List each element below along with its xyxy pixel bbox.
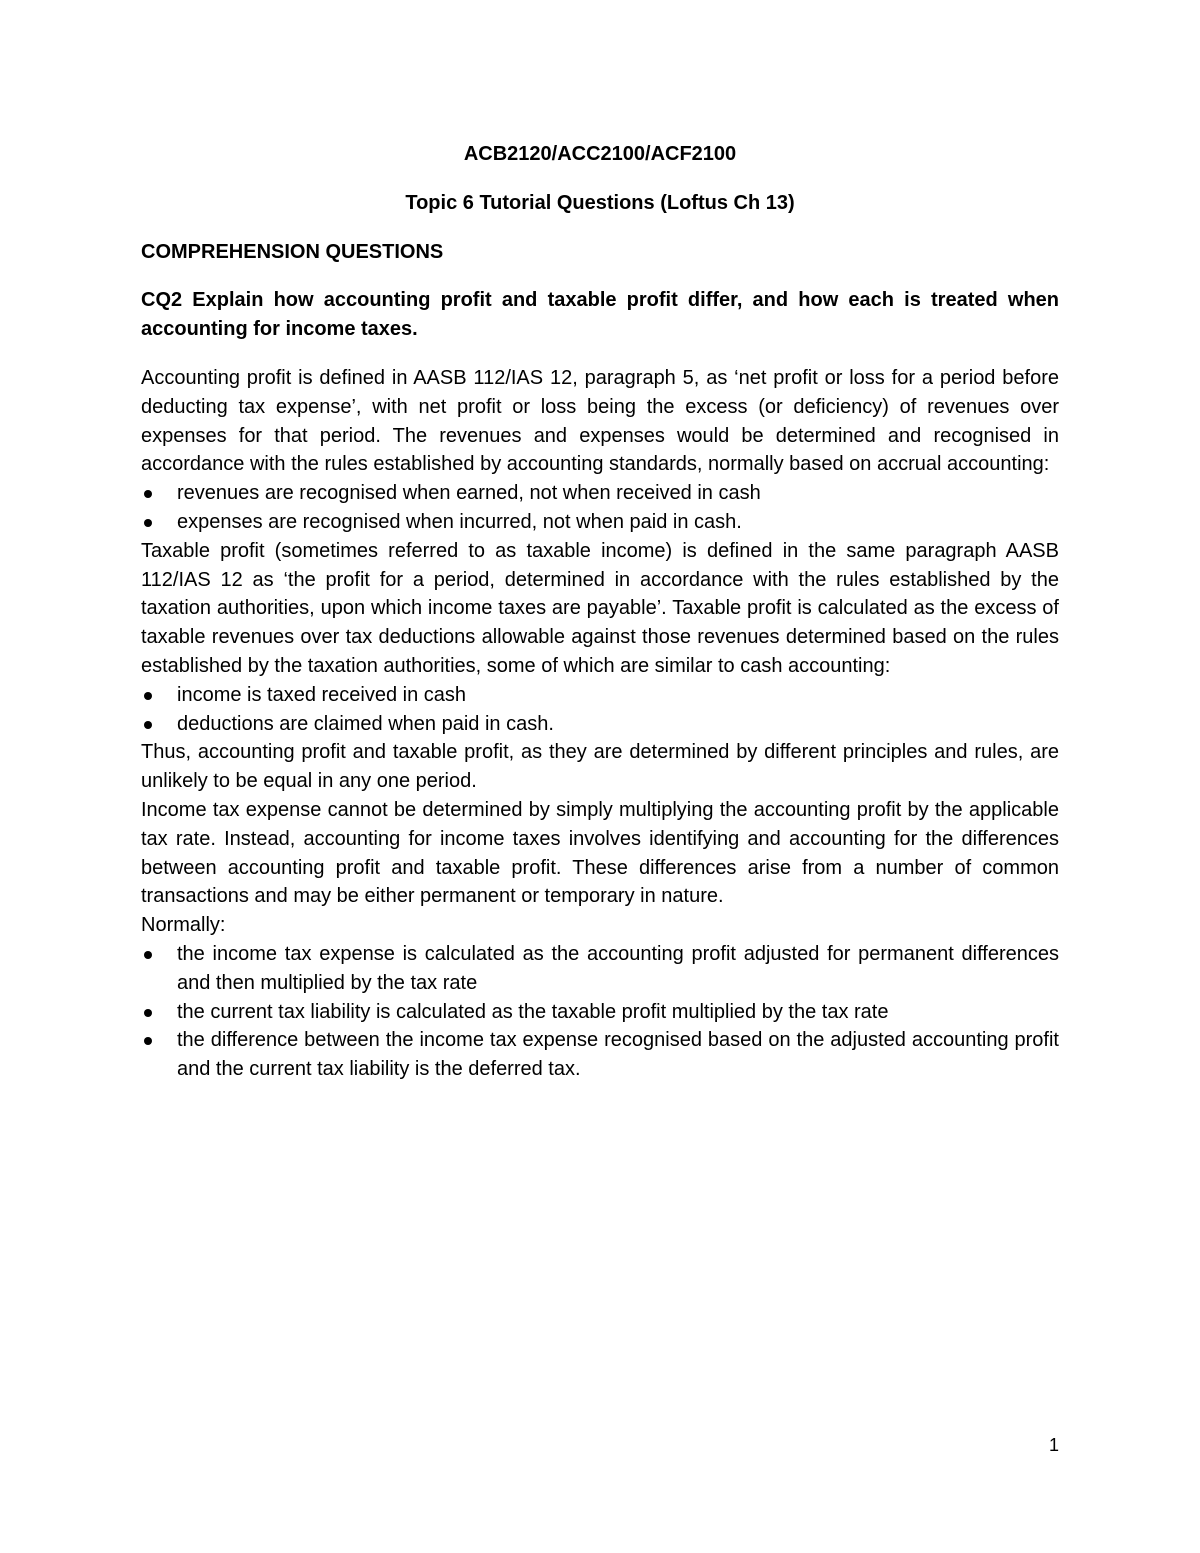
question-cq2: CQ2 Explain how accounting profit and taxable profit differ, and how each is treated when accounting for income taxes.: [141, 289, 1059, 341]
accrual-bullet-list: [141, 479, 1059, 537]
cash-bullet-list: [141, 681, 1059, 739]
list-item-text: deductions are claimed when paid in cash.: [177, 712, 554, 735]
list-item-text: the current tax liability is calculated as the taxable profit multiplied by the tax rate: [177, 1000, 889, 1023]
bullet-icon: [144, 1009, 152, 1017]
course-code: ACB2120/ACC2100/ACF2100: [463, 143, 737, 165]
section-heading: COMPREHENSION QUESTIONS: [141, 240, 444, 263]
list-item: [141, 508, 1059, 537]
paragraph-taxable-profit: Taxable profit (sometimes referred to as taxable income) is defined in the same paragraph AASB 112/IAS 12 as ‘the profit for a period, determined in accordance with the rules established by the taxation authorities, upon which income taxes are payable’. Taxable profit is calculated as the excess of taxable revenues over tax deductions allowable against those revenues determined based on the rules established by the taxation authorities, some of which are similar to cash accounting:: [141, 539, 1059, 677]
normally-label: Normally:: [141, 914, 226, 937]
normally-bullet-list: [141, 940, 1059, 1084]
list-item-text: the difference between the income tax expense recognised based on the adjusted accounting profit and the current tax liability is the deferred tax.: [177, 1029, 1059, 1081]
list-item-text: the income tax expense is calculated as the accounting profit adjusted for permanent differences and then multiplied by the tax rate: [177, 942, 1059, 994]
paragraph-income-tax: Income tax expense cannot be determined by simply multiplying the accounting profit by the applicable tax rate. Instead, accounting for income taxes involves identifying and accounting for the differences between accounting profit and taxable profit. These differences arise from a number of common transactions and may be either permanent or temporary in nature.: [141, 798, 1059, 908]
list-item: [141, 710, 1059, 739]
paragraph-accounting-profit: Accounting profit is defined in AASB 112/IAS 12, paragraph 5, as ‘net profit or loss for a period before deducting tax expense’, with net profit or loss being the excess (or deficiency) of revenues over expenses for that period. The revenues and expenses would be determined and recognised in accordance with the rules established by accounting standards, normally based on accrual accounting:: [141, 366, 1059, 476]
bullet-icon: [144, 951, 152, 959]
document-page: [141, 140, 1059, 1084]
list-item: [141, 681, 1059, 710]
topic-title: Topic 6 Tutorial Questions (Loftus Ch 13): [405, 191, 795, 214]
list-item-text: revenues are recognised when earned, not when received in cash: [177, 482, 761, 505]
bullet-icon: [144, 721, 152, 729]
list-item: [141, 940, 1059, 998]
list-item-text: expenses are recognised when incurred, not when paid in cash.: [177, 510, 742, 533]
list-item: [141, 998, 1059, 1027]
page-number: 1: [1048, 1435, 1059, 1455]
list-item: [141, 479, 1059, 508]
bullet-icon: [144, 692, 152, 700]
list-item-text: income is taxed received in cash: [177, 683, 467, 706]
paragraph-thus: Thus, accounting profit and taxable profit, as they are determined by different principles and rules, are unlikely to be equal in any one period.: [141, 741, 1059, 793]
bullet-icon: [144, 1037, 152, 1045]
bullet-icon: [144, 519, 152, 527]
bullet-icon: [144, 490, 152, 498]
list-item: [141, 1026, 1059, 1084]
